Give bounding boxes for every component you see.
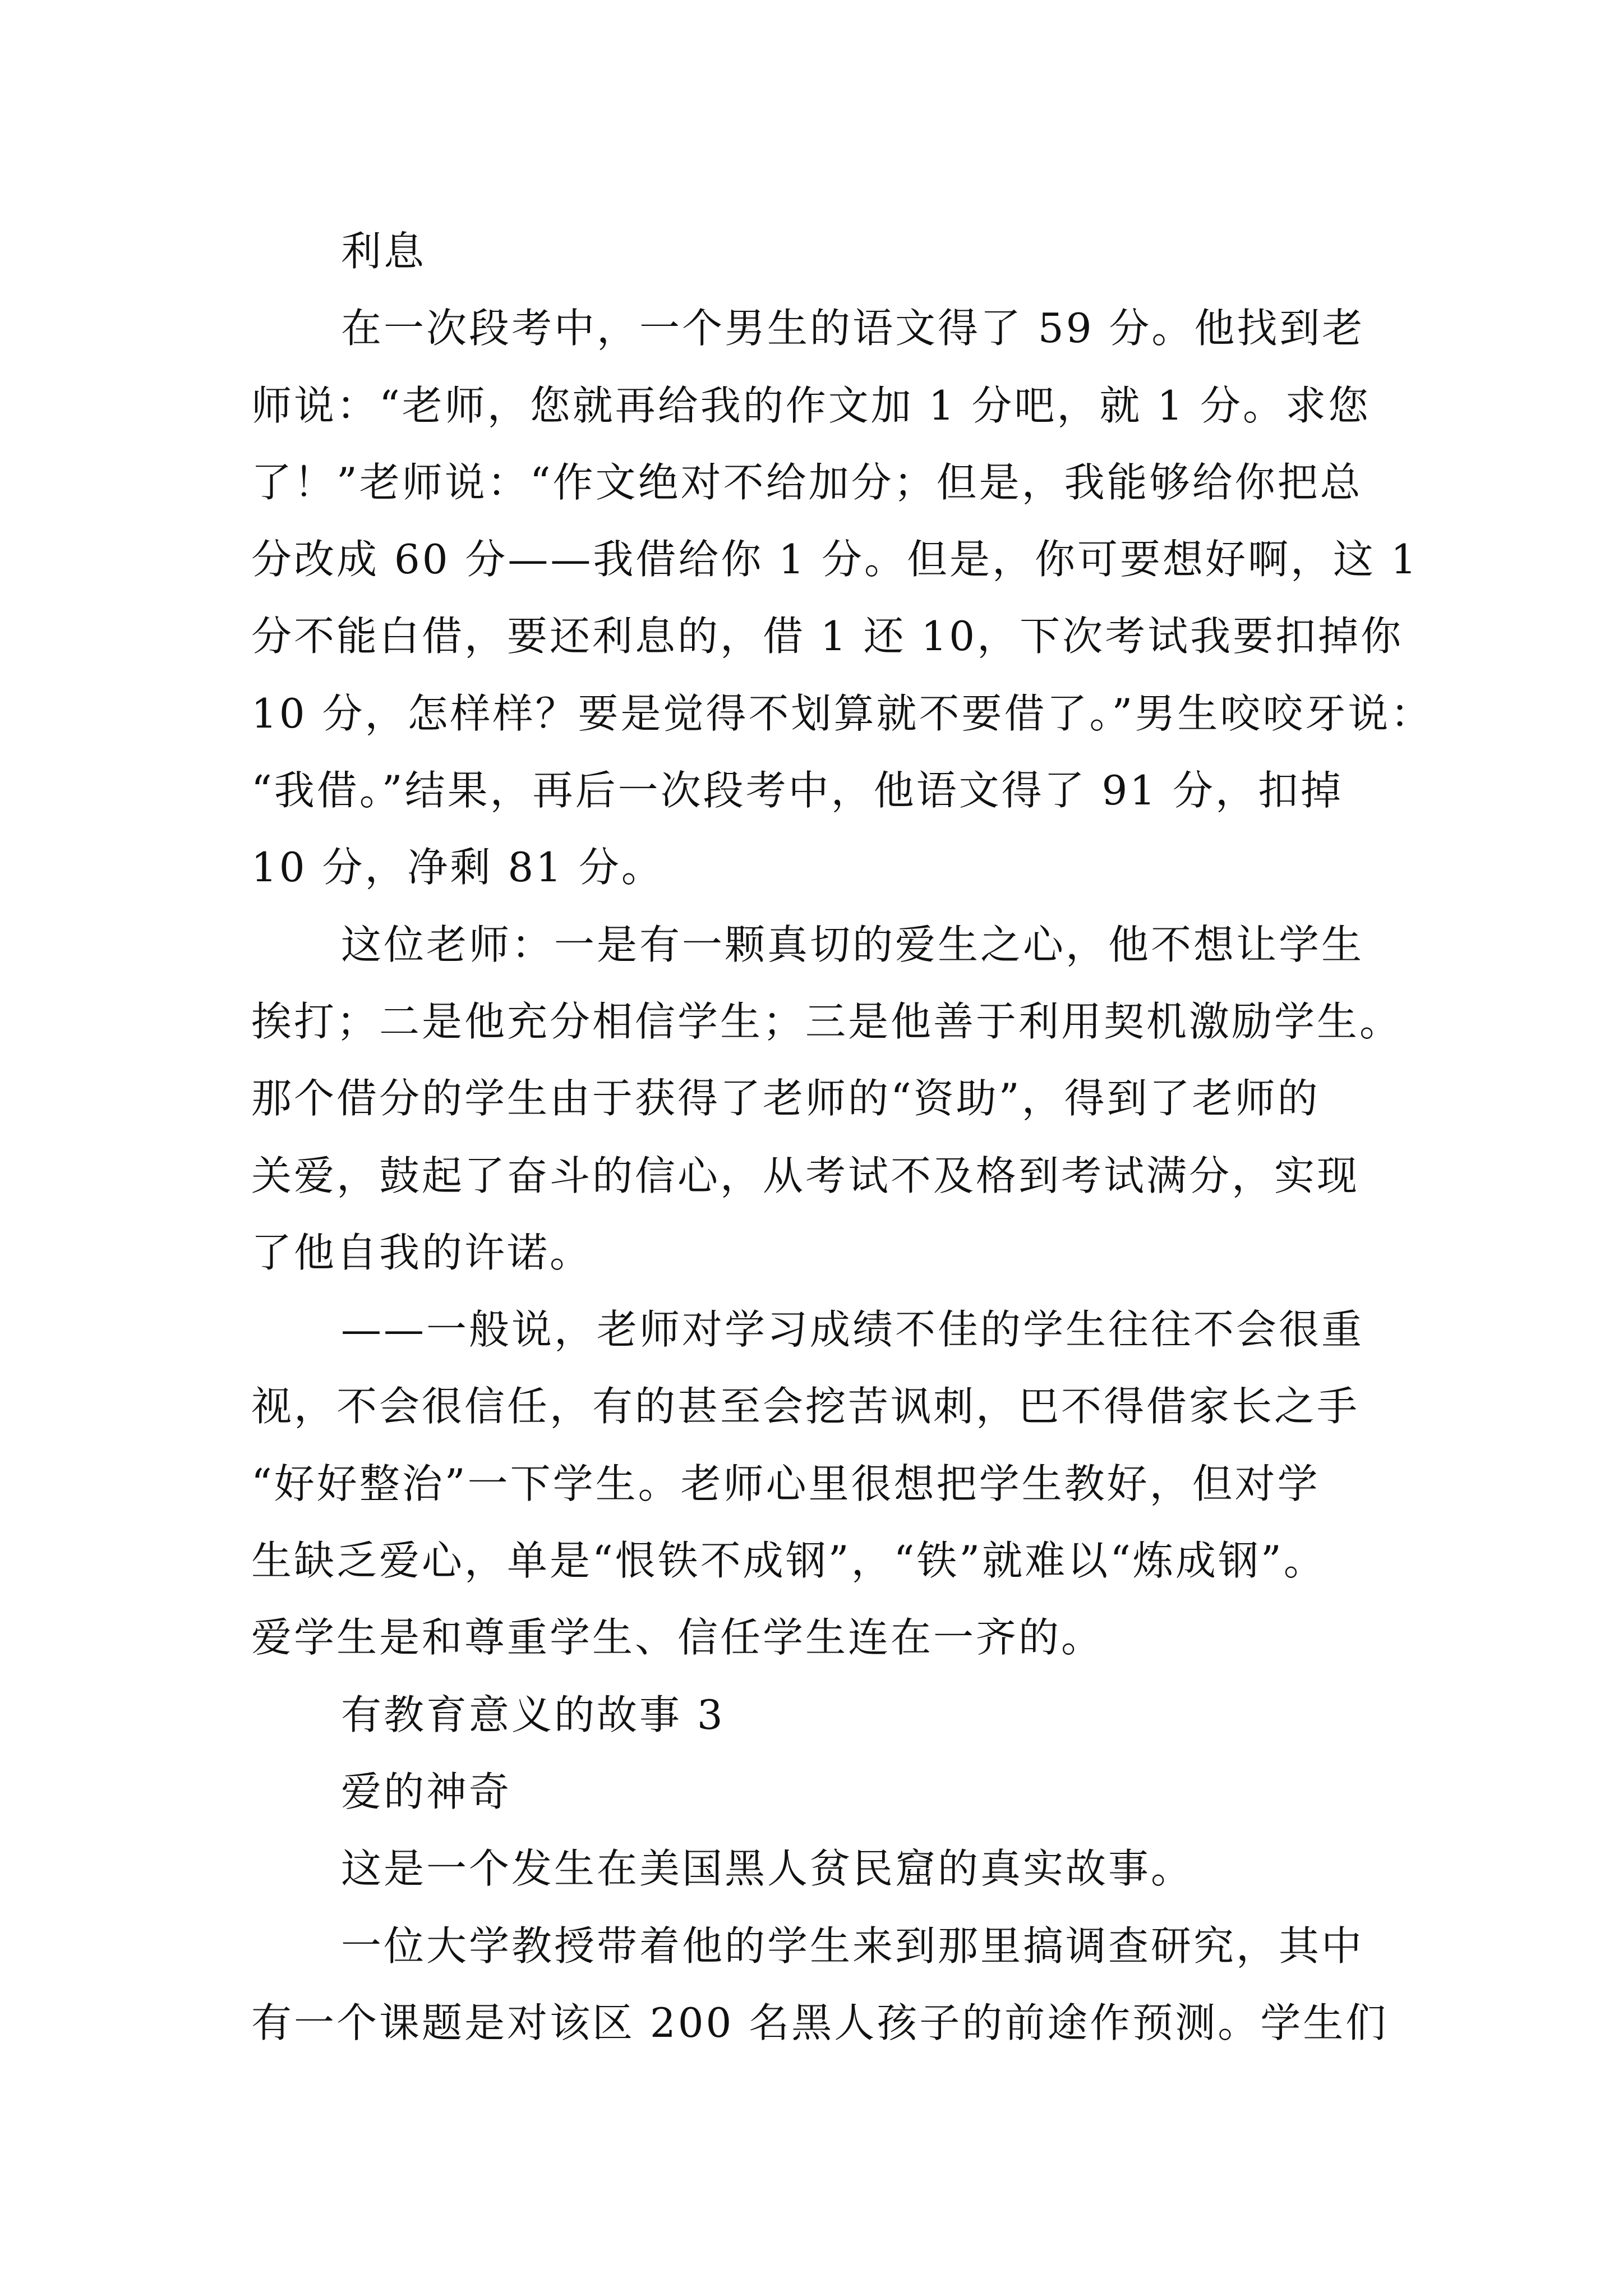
paragraph-line: 在一次段考中，一个男生的语文得了 59 分。他找到老 [341,305,1365,352]
paragraph-line: 一位大学教授带着他的学生来到那里搞调查研究，其中 [341,1922,1364,1970]
paragraph-line: 这位老师：一是有一颗真切的爱生之心，他不想让学生 [341,921,1364,968]
section-heading-magic-of-love: 爱的神奇 [341,1768,512,1815]
paragraph-line: 了他自我的许诺。 [251,1228,593,1276]
paragraph-line: 关爱，鼓起了奋斗的信心，从考试不及格到考试满分，实现 [251,1152,1360,1199]
paragraph-line: 师说：“老师，您就再给我的作文加 1 分吧，就 1 分。求您 [251,381,1371,429]
paragraph-line: 这是一个发生在美国黑人贫民窟的真实故事。 [341,1845,1194,1893]
paragraph-line: 10 分，怎样样？要是觉得不划算就不要借了。”男生咬咬牙说： [251,689,1433,737]
paragraph-line: 10 分，净剩 81 分。 [251,844,664,891]
paragraph-line: 了！”老师说：“作文绝对不给加分；但是，我能够给你把总 [251,458,1363,506]
paragraph-line: 爱学生是和尊重学生、信任学生连在一齐的。 [251,1614,1104,1662]
paragraph-line: ——一般说，老师对学习成绩不佳的学生往往不会很重 [341,1306,1364,1354]
paragraph-line: 那个借分的学生由于获得了老师的“资助”，得到了老师的 [251,1075,1320,1122]
paragraph-line: 有一个课题是对该区 200 名黑人孩子的前途作预测。学生们 [251,1999,1389,2046]
body-text [251,213,1433,2062]
paragraph-line: 分改成 60 分——我借给你 1 分。但是，你可要想好啊，这 1 [251,536,1419,583]
paragraph-line: “我借。”结果，再后一次段考中，他语文得了 91 分，扣掉 [251,767,1344,815]
paragraph-line: 挨打；二是他充分相信学生；三是他善于利用契机激励学生。 [251,997,1403,1045]
story-title: 有教育意义的故事 3 [341,1691,725,1738]
paragraph-line: 分不能白借，要还利息的，借 1 还 10，下次考试我要扣掉你 [251,613,1404,660]
section-heading-interest: 利息 [341,228,427,275]
paragraph-line: 生缺乏爱心，单是“恨铁不成钢”，“铁”就难以“炼成钢”。 [251,1537,1326,1585]
paragraph-line: 视，不会很信任，有的甚至会挖苦讽刺，巴不得借家长之手 [251,1383,1360,1430]
paragraph-line: “好好整治”一下学生。老师心里很想把学生教好，但对学 [251,1460,1320,1507]
